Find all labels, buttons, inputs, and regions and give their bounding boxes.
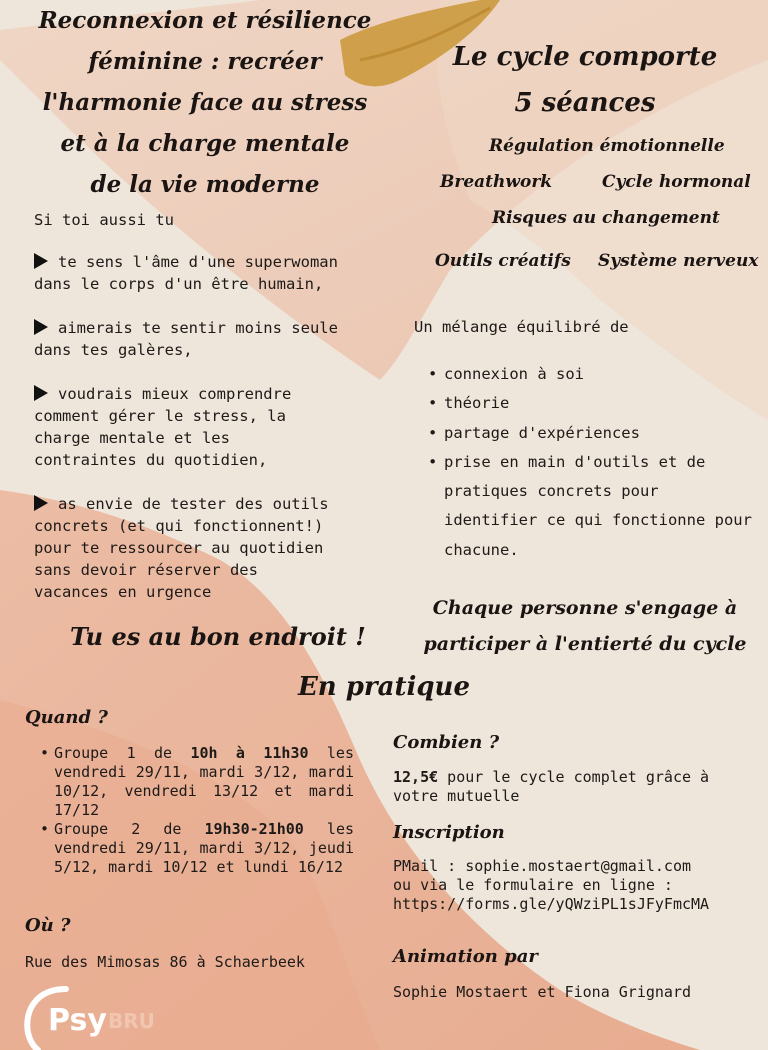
combien-label: Combien ?: [393, 732, 500, 753]
list-item: • prise en main d'outils et de pratiques concrets pour identifier ce qui fonctionne pour chacune.: [428, 448, 758, 565]
psybru-logo: Psy BRU: [18, 983, 188, 1050]
quand-label: Quand ?: [25, 707, 108, 728]
arrow-right-icon: [34, 253, 48, 269]
engagement-note: Chaque personne s'engage à participer à l'entierté du cycle: [423, 597, 747, 655]
melange-list: [428, 360, 758, 565]
topic-risques: Risques au changement: [492, 208, 720, 228]
list-item: • connexion à soi: [428, 360, 758, 389]
topic-systeme-nerveux: Système nerveux: [598, 251, 759, 271]
list-item: aimerais te sentir moins seule dans tes galères,: [34, 319, 338, 359]
arrow-right-icon: [34, 385, 48, 401]
animation-label: Animation par: [393, 946, 538, 967]
melange-heading: Un mélange équilibré de: [414, 318, 629, 336]
bon-endroit-heading: Tu es au bon endroit !: [70, 622, 366, 651]
list-item: voudrais mieux comprendre comment gérer le stress, la charge mentale et les contraintes du quotidien,: [34, 385, 292, 469]
email-text: PMail : sophie.mostaert@gmail.com: [393, 857, 692, 875]
arrow-right-icon: [34, 319, 48, 335]
en-pratique-heading: En pratique: [297, 672, 470, 702]
ou-label: Où ?: [25, 915, 71, 936]
inscription-details: PMail : sophie.mostaert@gmail.com ou via le formulaire en ligne : https://forms.gle/yQWziPL1sJFyFmcMA: [393, 857, 763, 914]
topic-outils-creatifs: Outils créatifs: [435, 251, 571, 271]
groups-list: [34, 744, 354, 877]
list-item: • théorie: [428, 389, 758, 418]
address: Rue des Mimosas 86 à Schaerbeek: [25, 953, 305, 971]
intro-text: Si toi aussi tu: [34, 211, 174, 229]
price-text: 12,5€ pour le cycle complet grâce à votre mutuelle: [393, 768, 710, 805]
animators: Sophie Mostaert et Fiona Grignard: [393, 983, 692, 1001]
list-item: • partage d'expériences: [428, 419, 758, 448]
topic-cycle-hormonal: Cycle hormonal: [602, 172, 751, 192]
topic-breathwork: Breathwork: [440, 172, 553, 192]
form-link[interactable]: https://forms.gle/yQWziPL1sJFyFmcMA: [393, 895, 710, 913]
inscription-label: Inscription: [393, 822, 505, 843]
list-item: • Groupe 2 de 19h30-21h00 les vendredi 29/11, mardi 3/12, jeudi 5/12, mardi 10/12 et lundi 16/12: [34, 820, 354, 877]
list-item: • Groupe 1 de 10h à 11h30 les vendredi 29/11, mardi 3/12, mardi 10/12, vendredi 13/12 et mardi 17/12: [34, 744, 354, 820]
main-title: Reconnexion et résilience féminine : recréer l'harmonie face au stress et à la charge mentale de la vie moderne: [38, 7, 372, 198]
topic-regulation: Régulation émotionnelle: [489, 136, 725, 156]
arrow-right-icon: [34, 495, 48, 511]
list-item: as envie de tester des outils concrets (et qui fonctionnent!) pour te ressourcer au quotidien sans devoir réserver des vacances en urgence: [34, 495, 329, 601]
list-item: te sens l'âme d'une superwoman dans le corps d'un être humain,: [34, 253, 338, 293]
cycle-title: Le cycle comporte 5 séances: [452, 42, 718, 118]
